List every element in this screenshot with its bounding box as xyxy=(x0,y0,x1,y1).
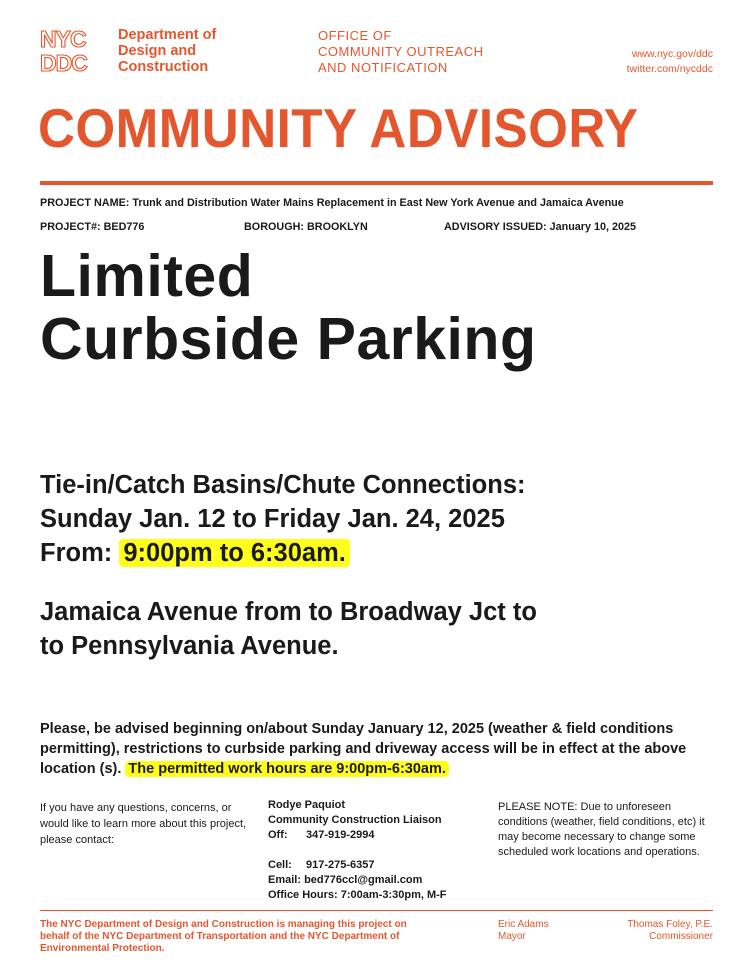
mayor-title: Mayor xyxy=(498,931,526,942)
email-label: Email: xyxy=(268,874,302,886)
mayor-signature xyxy=(498,919,549,943)
mayor-name: Eric Adams xyxy=(498,919,549,930)
schedule-dates: Sunday Jan. 12 to Friday Jan. 24, 2025 xyxy=(40,505,505,533)
header-links xyxy=(627,47,713,77)
website-link[interactable]: www.nyc.gov/ddc xyxy=(631,48,713,60)
notice-text: Please, be advised beginning on/about Sunday January 12, 2025 (weather & field conditions permitting), restrictions to curbside parking and driveway access will be in effect at the above location (s). xyxy=(40,721,687,777)
dept-line-3: Construction xyxy=(118,59,209,75)
title-rule xyxy=(40,181,713,185)
location-line-1: Jamaica Avenue from to Broadway Jct to xyxy=(40,598,537,626)
office-hours-value: 7:00am-3:30pm, M-F xyxy=(340,889,447,901)
logo-graphic xyxy=(40,26,110,72)
office-phone-value: 347-919-2994 xyxy=(306,829,375,841)
from-label: From: xyxy=(40,539,113,567)
issued-row xyxy=(444,221,636,233)
borough-value: BROOKLYN xyxy=(306,221,368,233)
office-line-3: AND NOTIFICATION xyxy=(318,60,448,75)
office-hours-label: Office Hours: xyxy=(268,889,338,901)
office-name xyxy=(318,28,483,76)
dept-line-2: Design and xyxy=(118,43,197,59)
headline-line-2: Curbside Parking xyxy=(40,306,537,372)
issued-value: January 10, 2025 xyxy=(549,221,637,233)
cell-phone-value: 917-275-6357 xyxy=(306,859,375,871)
schedule-hours-highlight: 9:00pm to 6:30am. xyxy=(119,539,350,567)
twitter-link[interactable]: twitter.com/nycddc xyxy=(626,63,713,75)
cell-phone-row xyxy=(268,858,447,873)
office-line-2: COMMUNITY OUTREACH xyxy=(318,44,484,59)
schedule-block xyxy=(40,468,526,570)
department-name xyxy=(118,27,216,75)
footer-statement: The NYC Department of Design and Construction is managing this project on behalf of the NYC Department of Transportation and the NYC Department of Environmental Protection. xyxy=(40,919,407,954)
please-note: PLEASE NOTE: Due to unforeseen conditions (weather, field conditions, etc) it may become necessary to change some scheduled work locations and operations. xyxy=(498,801,705,858)
contact-role: Community Construction Liaison xyxy=(268,814,442,826)
cell-phone-label: Cell: xyxy=(268,859,292,871)
office-phone-label: Off: xyxy=(268,829,288,841)
svg-text:NYC: NYC xyxy=(40,26,86,52)
svg-text:DDC: DDC xyxy=(40,50,87,72)
office-phone-row xyxy=(268,828,447,843)
issued-label: ADVISORY ISSUED: xyxy=(444,221,547,233)
commissioner-title: Commissioner xyxy=(649,931,713,942)
office-hours-row xyxy=(268,888,447,903)
project-number-label: PROJECT#: xyxy=(40,221,101,233)
location-line-2: to Pennsylvania Avenue. xyxy=(40,632,339,660)
contact-name: Rodye Paquiot xyxy=(268,799,346,811)
advisory-title: COMMUNITY ADVISORY xyxy=(38,97,639,159)
project-number-row xyxy=(40,221,144,233)
schedule-line-1: Tie-in/Catch Basins/Chute Connections: xyxy=(40,471,526,499)
contact-block xyxy=(268,798,447,903)
commissioner-signature xyxy=(627,919,713,943)
project-name-label: PROJECT NAME: xyxy=(40,197,130,209)
schedule-hours-row xyxy=(40,536,526,570)
location-block xyxy=(40,595,537,663)
office-line-1: OFFICE OF xyxy=(318,28,392,43)
project-name-value: Trunk and Distribution Water Mains Replacement in East New York Avenue and Jamaica Avenue xyxy=(132,197,624,209)
headline-line-1: Limited xyxy=(40,243,254,309)
nyc-ddc-logo xyxy=(40,26,110,72)
footer-rule xyxy=(40,910,713,911)
dept-line-1: Department of xyxy=(118,27,217,43)
project-name-row xyxy=(40,197,624,209)
project-number-value: BED776 xyxy=(103,221,145,233)
headline xyxy=(40,245,537,371)
email-value[interactable]: bed776ccl@gmail.com xyxy=(304,874,423,886)
borough-label: BOROUGH: xyxy=(244,221,304,233)
work-hours-highlight: The permitted work hours are 9:00pm-6:30am. xyxy=(125,761,449,777)
commissioner-name: Thomas Foley, P.E. xyxy=(627,919,713,930)
notice-paragraph xyxy=(40,719,720,779)
borough-row xyxy=(244,221,368,233)
email-row xyxy=(268,873,447,888)
questions-text: If you have any questions, concerns, or would like to learn more about this project, please contact: xyxy=(40,802,247,846)
